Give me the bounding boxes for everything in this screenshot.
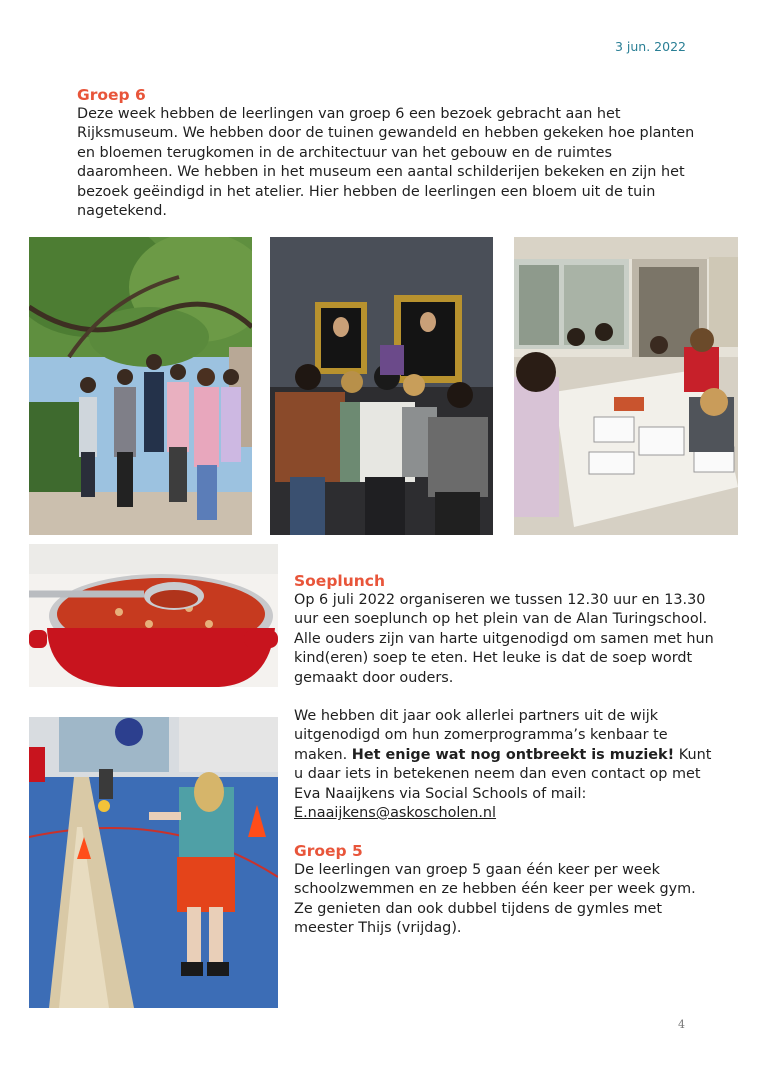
partners-bold: Het enige wat nog ontbreekt is muziek! bbox=[351, 746, 675, 763]
photo-garden bbox=[29, 237, 252, 535]
photo-soup bbox=[29, 544, 278, 687]
photo-gym bbox=[29, 717, 278, 1008]
text-groep5: De leerlingen van groep 5 gaan één keer per week schoolzwemmen en ze hebben één keer per week gym. Ze genieten dan ook dubbel tijdens de gymles met meester Thijs (vrijdag). bbox=[294, 862, 696, 937]
text-partners bbox=[294, 707, 714, 823]
partners-rest: Kunt u daar iets in betekenen neem dan even contact op met Eva Naaijkens via Social Schools of mail: bbox=[294, 746, 712, 802]
email-link[interactable]: E.naaijkens@askoscholen.nl bbox=[294, 805, 497, 822]
partners-intro: We hebben dit jaar ook allerlei partners uit de wijk uitgenodigd om hun zomerprogramma’s kenbaar te maken. bbox=[294, 708, 668, 763]
text-soeplunch: Op 6 juli 2022 organiseren we tussen 12.30 uur en 13.30 uur een soeplunch op het plein van de Alan Turingschool. Alle ouders zijn van harte uitgenodigd om samen met hun kind(eren) soep te eten. Het leuke is dat de soep wordt gemaakt door ouders. bbox=[294, 592, 714, 686]
heading-groep5: Groep 5 bbox=[294, 842, 363, 860]
text-groep6: Deze week hebben de leerlingen van groep 6 een bezoek gebracht aan het Rijksmuseum. We hebben door de tuinen gewandeld en hebben gekeken hoe planten en bloemen terugkomen in de architectuur van het gebouw en de ruimtes daaromheen. We hebben in het museum een aantal schilderijen bekeken en zijn het bezoek geëindigd in het atelier. Hier hebben de leerlingen een bloem uit de tuin nagetekend. bbox=[77, 106, 695, 220]
section-partners bbox=[294, 707, 714, 823]
section-groep5 bbox=[294, 841, 714, 939]
photo-atelier bbox=[514, 237, 738, 535]
heading-groep6: Groep 6 bbox=[77, 86, 146, 104]
date: 3 jun. 2022 bbox=[614, 39, 686, 54]
heading-soeplunch: Soeplunch bbox=[294, 572, 386, 590]
section-groep6 bbox=[77, 85, 697, 221]
page-number: 4 bbox=[678, 1018, 685, 1031]
section-soeplunch bbox=[294, 571, 714, 688]
photo-museum bbox=[270, 237, 493, 535]
